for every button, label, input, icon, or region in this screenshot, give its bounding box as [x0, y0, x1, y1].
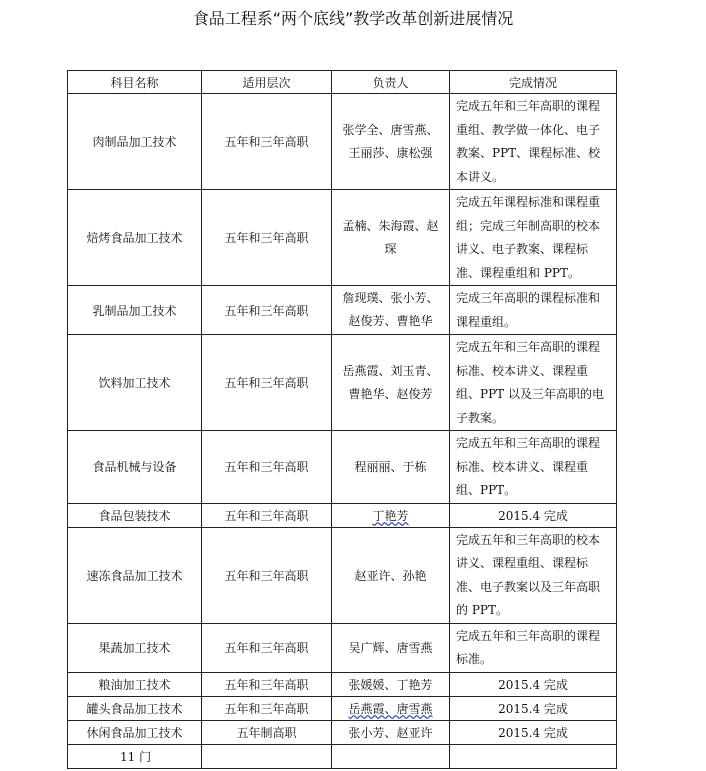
lead-cell: 詹现璞、张小芳、赵俊芳、曹艳华: [332, 286, 450, 335]
table-row: [68, 696, 617, 720]
status-cell: 2015.4 完成: [450, 672, 617, 696]
header-subject: 科目名称: [68, 71, 202, 94]
status-cell: 2015.4 完成: [450, 696, 617, 720]
subject-cell: 饮料加工技术: [68, 335, 202, 431]
status-cell: 完成五年和三年高职的课程标准、校本讲义、课程重组、PPT。: [450, 431, 617, 504]
table-header-row: [68, 71, 617, 94]
empty-cell: [332, 744, 450, 768]
subject-cell: 罐头食品加工技术: [68, 696, 202, 720]
lead-cell: 岳燕霞、唐雪燕: [348, 701, 433, 716]
lead-cell: 程丽丽、于栋: [332, 431, 450, 504]
progress-table: [67, 70, 617, 769]
status-cell: 2015.4 完成: [450, 720, 617, 744]
level-cell: 五年和三年高职: [202, 696, 332, 720]
table-row: [68, 431, 617, 504]
level-cell: 五年和三年高职: [202, 527, 332, 623]
level-cell: 五年和三年高职: [202, 672, 332, 696]
level-cell: 五年和三年高职: [202, 623, 332, 672]
subject-cell: 食品机械与设备: [68, 431, 202, 504]
subject-cell: 果蔬加工技术: [68, 623, 202, 672]
subject-cell: 肉制品加工技术: [68, 94, 202, 190]
table-row: [68, 94, 617, 190]
table-row: [68, 335, 617, 431]
status-cell: 完成五年和三年高职的校本讲义、课程重组、课程标准、电子教案以及三年高职的 PPT。: [450, 527, 617, 623]
lead-cell: 丁艳芳: [372, 508, 409, 523]
subject-cell: 速冻食品加工技术: [68, 527, 202, 623]
status-cell: 完成五年和三年高职的课程标准、校本讲义、课程重组、PPT 以及三年高职的电子教案。: [450, 335, 617, 431]
table-row: [68, 190, 617, 286]
page-title: 食品工程系“两个底线”教学改革创新进展情况: [192, 9, 514, 28]
lead-cell: 孟楠、朱海霞、赵琛: [332, 190, 450, 286]
subject-cell: 食品包装技术: [68, 503, 202, 527]
header-level: 适用层次: [202, 71, 332, 94]
table-row: [68, 527, 617, 623]
table-row: [68, 623, 617, 672]
level-cell: 五年和三年高职: [202, 335, 332, 431]
level-cell: 五年和三年高职: [202, 503, 332, 527]
level-cell: 五年和三年高职: [202, 286, 332, 335]
status-cell: 完成五年和三年高职的课程重组、教学做一体化、电子教案、PPT、课程标准、校本讲义。: [450, 94, 617, 190]
lead-cell: 张媛媛、丁艳芳: [332, 672, 450, 696]
header-status: 完成情况: [450, 71, 617, 94]
lead-cell: 岳燕霞、刘玉青、曹艳华、赵俊芳: [332, 335, 450, 431]
subject-cell: 焙烤食品加工技术: [68, 190, 202, 286]
empty-cell: [450, 744, 617, 768]
subject-cell: 乳制品加工技术: [68, 286, 202, 335]
subject-cell: 休闲食品加工技术: [68, 720, 202, 744]
status-cell: 完成三年高职的课程标准和课程重组。: [450, 286, 617, 335]
total-cell: 11 门: [68, 744, 202, 768]
lead-cell: 张学全、唐雪燕、王丽莎、康松强: [332, 94, 450, 190]
lead-cell: 张小芳、赵亚许: [332, 720, 450, 744]
lead-cell: 赵亚许、孙艳: [332, 527, 450, 623]
level-cell: 五年和三年高职: [202, 431, 332, 504]
total-row: [68, 744, 617, 768]
header-lead: 负责人: [332, 71, 450, 94]
level-cell: 五年和三年高职: [202, 190, 332, 286]
status-cell: 完成五年课程标准和课程重组；完成三年制高职的校本讲义、电子教案、课程标准、课程重组和 PPT。: [450, 190, 617, 286]
status-cell: 完成五年和三年高职的课程标准。: [450, 623, 617, 672]
subject-cell: 粮油加工技术: [68, 672, 202, 696]
level-cell: 五年和三年高职: [202, 94, 332, 190]
table-row: [68, 503, 617, 527]
status-cell: 2015.4 完成: [450, 503, 617, 527]
lead-cell: 吴广辉、唐雪燕: [332, 623, 450, 672]
empty-cell: [202, 744, 332, 768]
table-row: [68, 286, 617, 335]
level-cell: 五年制高职: [202, 720, 332, 744]
table-row: [68, 720, 617, 744]
table-row: [68, 672, 617, 696]
